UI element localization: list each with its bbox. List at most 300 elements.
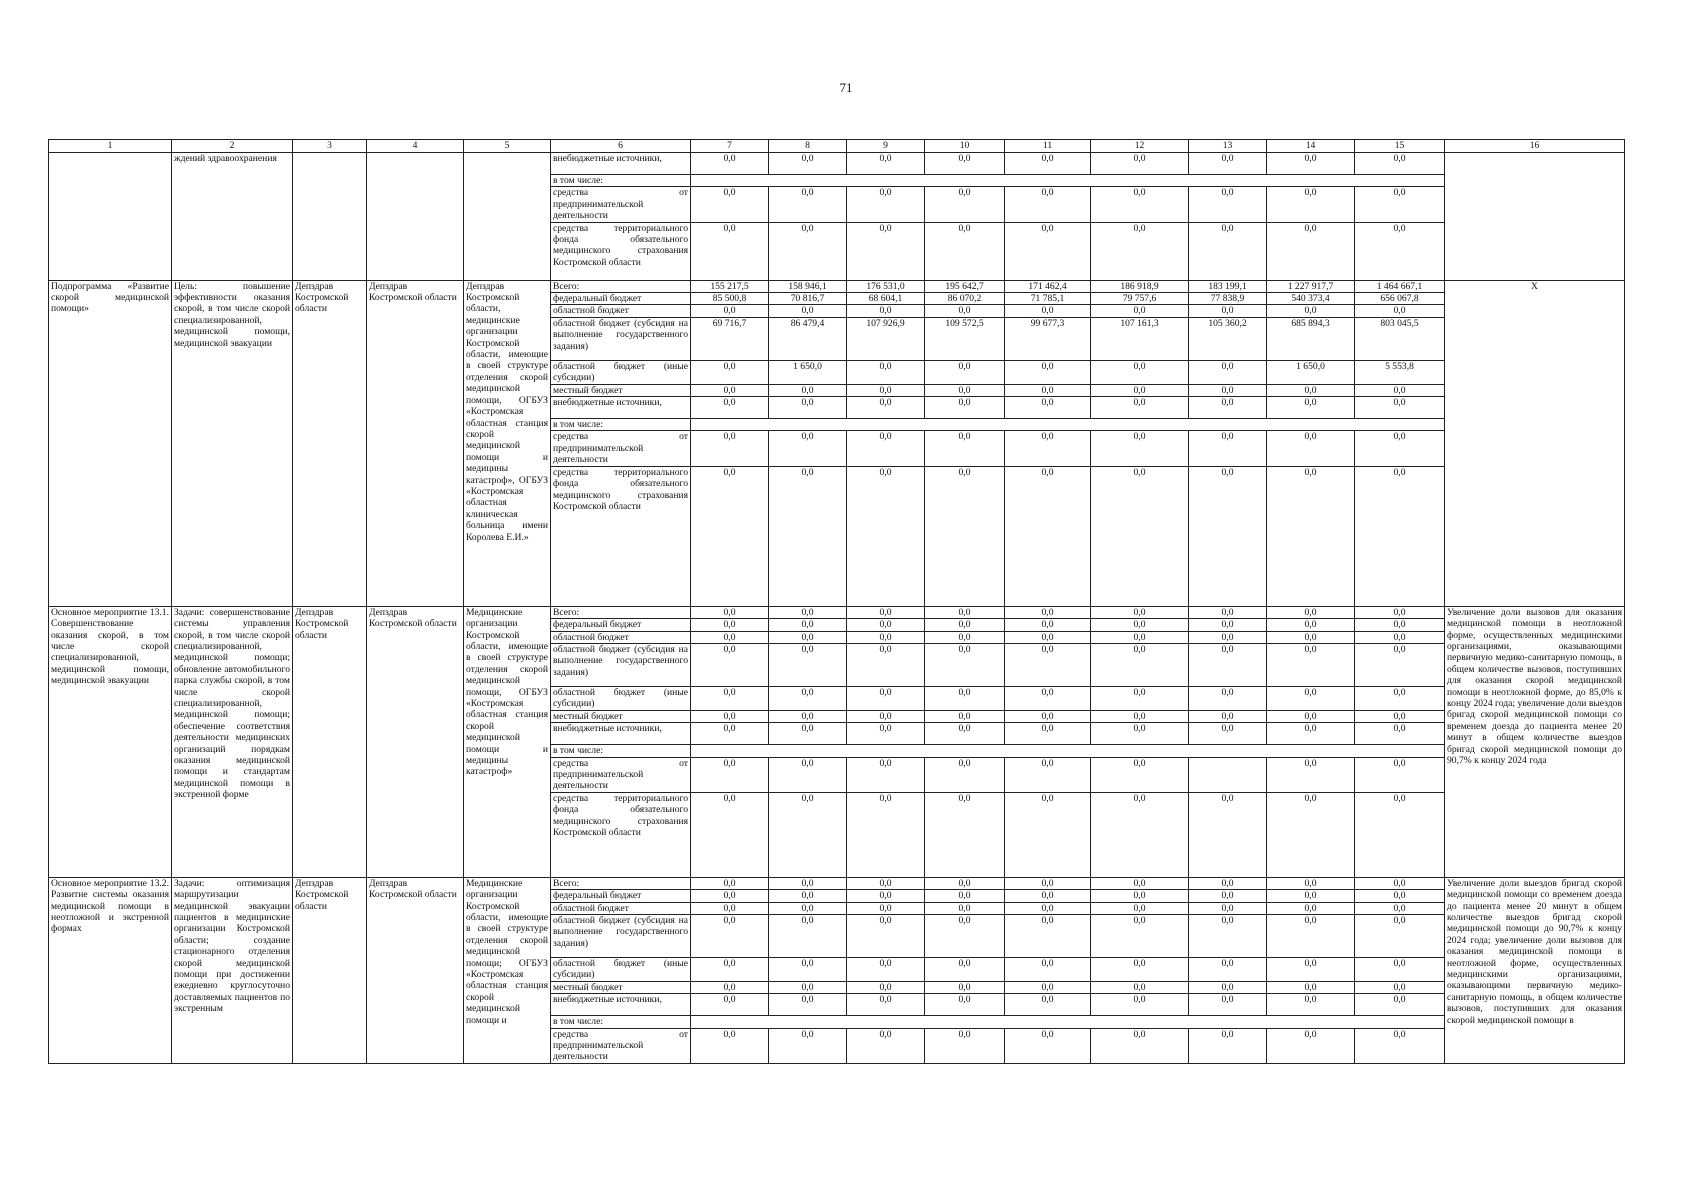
- amount-cell: 0,0: [1355, 877, 1445, 889]
- amount-cell: 0,0: [1267, 222, 1355, 280]
- amount-cell: 0,0: [1189, 877, 1267, 889]
- amount-cell: 0,0: [925, 222, 1005, 280]
- amount-cell: 1 227 917,7: [1267, 280, 1355, 292]
- amount-cell: 0,0: [691, 305, 769, 317]
- amount-cell: 0,0: [1267, 994, 1355, 1016]
- table-row: [49, 877, 1625, 889]
- empty-amount-cell: [691, 419, 1445, 431]
- amount-cell: 0,0: [1091, 360, 1189, 384]
- empty-amount-cell: [691, 1016, 1445, 1028]
- goal-tasks-cell: Задачи: оптимизация маршрутизации медицинской эвакуации пациентов в медицинские организации Костромской области; создание стационарного отделения скорой медицинской помощи при достижении ежедневно круглосуточно доставляемых пациентов по экстренным: [172, 877, 293, 1063]
- amount-cell: 0,0: [1267, 466, 1355, 606]
- amount-cell: 0,0: [847, 153, 925, 175]
- amount-cell: 0,0: [1267, 957, 1355, 981]
- column-header-11: 11: [1005, 140, 1091, 153]
- amount-cell: 0,0: [1355, 631, 1445, 643]
- funding-source-cell: областной бюджет (субсидия на выполнение государственного задания): [551, 643, 691, 686]
- amount-cell: 68 604,1: [847, 293, 925, 305]
- goal-tasks-cell: Цель: повышение эффективности оказания скорой, в том числе скорой специализированной, медицинской помощи, медицинской эвакуации: [172, 280, 293, 606]
- amount-cell: 86 070,2: [925, 293, 1005, 305]
- amount-cell: 0,0: [847, 914, 925, 957]
- amount-cell: 0,0: [1189, 792, 1267, 877]
- funding-source-cell: Всего:: [551, 280, 691, 292]
- funding-source-cell: в том числе:: [551, 175, 691, 187]
- empty-amount-cell: [691, 745, 1445, 757]
- amount-cell: 0,0: [847, 1028, 925, 1063]
- column-header-6: 6: [551, 140, 691, 153]
- amount-cell: 0,0: [1355, 957, 1445, 981]
- amount-cell: 0,0: [1267, 631, 1355, 643]
- amount-cell: 0,0: [847, 981, 925, 993]
- amount-cell: 0,0: [1091, 1028, 1189, 1063]
- amount-cell: 0,0: [1091, 902, 1189, 914]
- amount-cell: 0,0: [1189, 643, 1267, 686]
- amount-cell: 0,0: [769, 792, 847, 877]
- amount-cell: 0,0: [1355, 222, 1445, 280]
- amount-cell: 158 946,1: [769, 280, 847, 292]
- funding-source-cell: федеральный бюджет: [551, 890, 691, 902]
- amount-cell: 0,0: [847, 360, 925, 384]
- amount-cell: 0,0: [1005, 877, 1091, 889]
- amount-cell: 0,0: [847, 994, 925, 1016]
- amount-cell: 0,0: [691, 981, 769, 993]
- amount-cell: 0,0: [1091, 153, 1189, 175]
- amount-cell: 0,0: [691, 466, 769, 606]
- funding-source-cell: в том числе:: [551, 419, 691, 431]
- amount-cell: 0,0: [1091, 723, 1189, 745]
- amount-cell: 0,0: [1189, 153, 1267, 175]
- amount-cell: 0,0: [1091, 981, 1189, 993]
- amount-cell: 69 716,7: [691, 317, 769, 360]
- amount-cell: 0,0: [691, 606, 769, 618]
- amount-cell: 0,0: [769, 187, 847, 222]
- funding-source-cell: местный бюджет: [551, 384, 691, 396]
- amount-cell: 0,0: [1005, 686, 1091, 710]
- amount-cell: 0,0: [925, 466, 1005, 606]
- amount-cell: 0,0: [1355, 397, 1445, 419]
- amount-cell: 0,0: [691, 222, 769, 280]
- amount-cell: 0,0: [1189, 619, 1267, 631]
- funding-source-cell: местный бюджет: [551, 710, 691, 722]
- amount-cell: 0,0: [769, 902, 847, 914]
- amount-cell: 0,0: [1005, 981, 1091, 993]
- amount-cell: 0,0: [1005, 619, 1091, 631]
- amount-cell: 79 757,6: [1091, 293, 1189, 305]
- funding-source-cell: федеральный бюджет: [551, 619, 691, 631]
- amount-cell: 0,0: [691, 757, 769, 792]
- amount-cell: 0,0: [769, 723, 847, 745]
- amount-cell: 0,0: [847, 187, 925, 222]
- funding-source-cell: внебюджетные источники,: [551, 994, 691, 1016]
- column-header-1: 1: [49, 140, 172, 153]
- amount-cell: 0,0: [691, 619, 769, 631]
- funding-source-cell: областной бюджет: [551, 631, 691, 643]
- funding-source-cell: средства территориального фонда обязательного медицинского страхования Костромской области: [551, 222, 691, 280]
- amount-cell: 0,0: [1005, 1028, 1091, 1063]
- amount-cell: 0,0: [691, 631, 769, 643]
- amount-cell: 86 479,4: [769, 317, 847, 360]
- amount-cell: 0,0: [1267, 710, 1355, 722]
- funding-source-cell: в том числе:: [551, 1016, 691, 1028]
- amount-cell: 0,0: [1091, 631, 1189, 643]
- amount-cell: 0,0: [691, 1028, 769, 1063]
- amount-cell: 107 161,3: [1091, 317, 1189, 360]
- participants-cell: Медицинские организации Костромской области, имеющие в своей структуре отделения скорой медицинской помощи; ОГБУЗ «Костромская областная станция скорой медицинской помощи и: [464, 877, 551, 1063]
- amount-cell: 0,0: [1005, 187, 1091, 222]
- expected-result-cell: Увеличение доли выездов бригад скорой медицинской помощи со временем доезда до пациента менее 20 минут в общем количестве выездов бригад скорой медицинской помощи до 90,7% к концу 2024 года; увеличение доли вызовов для оказания медицинской помощи в неотложной форме, осуществленных медицинскими организациями, оказывающими первичную медико-санитарную помощь, в общем количестве вызовов, поступивших для оказания скорой медицинской помощи в: [1445, 877, 1625, 1063]
- amount-cell: 0,0: [847, 643, 925, 686]
- amount-cell: 0,0: [1355, 305, 1445, 317]
- amount-cell: 0,0: [925, 877, 1005, 889]
- amount-cell: 1 464 667,1: [1355, 280, 1445, 292]
- amount-cell: 0,0: [1005, 153, 1091, 175]
- column-header-16: 16: [1445, 140, 1625, 153]
- amount-cell: 0,0: [925, 187, 1005, 222]
- amount-cell: 0,0: [1189, 431, 1267, 466]
- amount-cell: 0,0: [925, 619, 1005, 631]
- amount-cell: 109 572,5: [925, 317, 1005, 360]
- amount-cell: 0,0: [1005, 994, 1091, 1016]
- amount-cell: 0,0: [691, 994, 769, 1016]
- program-name-cell: Основное мероприятие 13.2. Развитие системы оказания медицинской помощи в неотложной и экстренной формах: [49, 877, 172, 1063]
- column-header-13: 13: [1189, 140, 1267, 153]
- amount-cell: 0,0: [925, 792, 1005, 877]
- funding-source-cell: средства территориального фонда обязательного медицинского страхования Костромской области: [551, 792, 691, 877]
- funding-source-cell: местный бюджет: [551, 981, 691, 993]
- amount-cell: 0,0: [1189, 397, 1267, 419]
- amount-cell: 0,0: [1091, 619, 1189, 631]
- amount-cell: 0,0: [1355, 187, 1445, 222]
- amount-cell: 0,0: [1189, 710, 1267, 722]
- amount-cell: 0,0: [769, 619, 847, 631]
- funding-source-cell: средства от предпринимательской деятельности: [551, 187, 691, 222]
- amount-cell: 0,0: [1355, 619, 1445, 631]
- amount-cell: 0,0: [1267, 890, 1355, 902]
- amount-cell: 0,0: [1267, 153, 1355, 175]
- amount-cell: 0,0: [847, 890, 925, 902]
- amount-cell: 0,0: [1189, 981, 1267, 993]
- amount-cell: 0,0: [1091, 643, 1189, 686]
- amount-cell: 105 360,2: [1189, 317, 1267, 360]
- amount-cell: 0,0: [925, 1028, 1005, 1063]
- amount-cell: 0,0: [769, 631, 847, 643]
- amount-cell: 0,0: [1267, 384, 1355, 396]
- amount-cell: 155 217,5: [691, 280, 769, 292]
- amount-cell: 0,0: [1267, 723, 1355, 745]
- amount-cell: 0,0: [1005, 606, 1091, 618]
- amount-cell: 0,0: [1005, 384, 1091, 396]
- table-row: [49, 606, 1625, 618]
- amount-cell: 0,0: [1267, 305, 1355, 317]
- amount-cell: 0,0: [1005, 757, 1091, 792]
- column-header-10: 10: [925, 140, 1005, 153]
- amount-cell: 0,0: [1091, 222, 1189, 280]
- amount-cell: 0,0: [1355, 723, 1445, 745]
- amount-cell: 0,0: [1005, 957, 1091, 981]
- amount-cell: 0,0: [1267, 757, 1355, 792]
- amount-cell: 0,0: [847, 305, 925, 317]
- funding-source-cell: Всего:: [551, 606, 691, 618]
- amount-cell: 0,0: [847, 792, 925, 877]
- amount-cell: 0,0: [1005, 890, 1091, 902]
- amount-cell: 0,0: [1355, 643, 1445, 686]
- amount-cell: 171 462,4: [1005, 280, 1091, 292]
- participants-cell: Депздрав Костромской области, медицинские организации Костромской области, имеющие в своей структуре отделения скорой медицинской помощи, ОГБУЗ «Костромская областная станция скорой медицинской помощи и медицины катастроф», ОГБУЗ «Костромская областная клиническая больница имени Королева Е.И.»: [464, 280, 551, 606]
- amount-cell: 0,0: [925, 957, 1005, 981]
- amount-cell: 0,0: [925, 981, 1005, 993]
- amount-cell: 0,0: [691, 710, 769, 722]
- amount-cell: 0,0: [691, 877, 769, 889]
- amount-cell: 0,0: [847, 606, 925, 618]
- amount-cell: 0,0: [925, 994, 1005, 1016]
- amount-cell: 540 373,4: [1267, 293, 1355, 305]
- amount-cell: 0,0: [1267, 877, 1355, 889]
- amount-cell: 0,0: [691, 914, 769, 957]
- amount-cell: 176 531,0: [847, 280, 925, 292]
- amount-cell: 0,0: [1091, 384, 1189, 396]
- amount-cell: 70 816,7: [769, 293, 847, 305]
- amount-cell: 0,0: [1355, 914, 1445, 957]
- goal-tasks-cell: ждений здравоохранения: [172, 153, 293, 281]
- expected-result-cell: Х: [1445, 280, 1625, 606]
- amount-cell: 0,0: [847, 619, 925, 631]
- amount-cell: 0,0: [1189, 890, 1267, 902]
- amount-cell: 0,0: [1267, 643, 1355, 686]
- budget-table-body: [49, 140, 1625, 1064]
- table-row: [49, 280, 1625, 292]
- amount-cell: 0,0: [769, 643, 847, 686]
- amount-cell: 0,0: [691, 360, 769, 384]
- column-header-15: 15: [1355, 140, 1445, 153]
- table-row: [49, 153, 1625, 175]
- funding-source-cell: средства от предпринимательской деятельности: [551, 757, 691, 792]
- amount-cell: 0,0: [847, 686, 925, 710]
- amount-cell: 0,0: [769, 431, 847, 466]
- amount-cell: 0,0: [1267, 187, 1355, 222]
- amount-cell: 0,0: [769, 710, 847, 722]
- column-header-14: 14: [1267, 140, 1355, 153]
- amount-cell: 0,0: [1267, 397, 1355, 419]
- amount-cell: 183 199,1: [1189, 280, 1267, 292]
- budget-table-container: [48, 139, 1625, 1064]
- amount-cell: 1 650,0: [1267, 360, 1355, 384]
- executor-cell: Депздрав Костромской области: [367, 877, 464, 1063]
- amount-cell: 0,0: [691, 902, 769, 914]
- funding-source-cell: областной бюджет (иные субсидии): [551, 360, 691, 384]
- amount-cell: 0,0: [847, 431, 925, 466]
- amount-cell: 0,0: [1005, 431, 1091, 466]
- executor-cell: Депздрав Костромской области: [367, 606, 464, 877]
- amount-cell: 77 838,9: [1189, 293, 1267, 305]
- amount-cell: 0,0: [847, 384, 925, 396]
- amount-cell: 0,0: [847, 877, 925, 889]
- amount-cell: 0,0: [1355, 757, 1445, 792]
- amount-cell: [1189, 757, 1267, 792]
- funding-source-cell: областной бюджет: [551, 305, 691, 317]
- amount-cell: 0,0: [1091, 957, 1189, 981]
- coordinator-cell: [293, 153, 367, 281]
- amount-cell: 0,0: [1355, 981, 1445, 993]
- amount-cell: 0,0: [1005, 914, 1091, 957]
- amount-cell: 0,0: [1005, 723, 1091, 745]
- amount-cell: 0,0: [1355, 153, 1445, 175]
- amount-cell: 0,0: [769, 757, 847, 792]
- amount-cell: 0,0: [691, 723, 769, 745]
- amount-cell: 0,0: [1189, 994, 1267, 1016]
- column-header-5: 5: [464, 140, 551, 153]
- participants-cell: [464, 153, 551, 281]
- amount-cell: 0,0: [925, 914, 1005, 957]
- funding-source-cell: областной бюджет (субсидия на выполнение государственного задания): [551, 317, 691, 360]
- amount-cell: 0,0: [691, 792, 769, 877]
- amount-cell: 0,0: [691, 890, 769, 902]
- amount-cell: 0,0: [925, 305, 1005, 317]
- amount-cell: 0,0: [1005, 222, 1091, 280]
- amount-cell: 0,0: [691, 397, 769, 419]
- amount-cell: 0,0: [847, 466, 925, 606]
- amount-cell: 0,0: [1355, 466, 1445, 606]
- amount-cell: 0,0: [925, 686, 1005, 710]
- amount-cell: 1 650,0: [769, 360, 847, 384]
- amount-cell: 0,0: [1189, 914, 1267, 957]
- amount-cell: 0,0: [1091, 431, 1189, 466]
- amount-cell: 0,0: [1355, 890, 1445, 902]
- amount-cell: 85 500,8: [691, 293, 769, 305]
- amount-cell: 0,0: [1005, 360, 1091, 384]
- amount-cell: 0,0: [925, 397, 1005, 419]
- amount-cell: 0,0: [847, 222, 925, 280]
- amount-cell: 0,0: [769, 981, 847, 993]
- column-header-7: 7: [691, 140, 769, 153]
- column-header-9: 9: [847, 140, 925, 153]
- amount-cell: 0,0: [1267, 1028, 1355, 1063]
- amount-cell: 0,0: [769, 957, 847, 981]
- funding-source-cell: внебюджетные источники,: [551, 723, 691, 745]
- amount-cell: 0,0: [769, 914, 847, 957]
- amount-cell: 0,0: [691, 384, 769, 396]
- amount-cell: 0,0: [1091, 305, 1189, 317]
- amount-cell: 0,0: [1355, 384, 1445, 396]
- amount-cell: 0,0: [691, 643, 769, 686]
- amount-cell: 99 677,3: [1005, 317, 1091, 360]
- amount-cell: 0,0: [769, 1028, 847, 1063]
- amount-cell: 0,0: [1005, 643, 1091, 686]
- amount-cell: 0,0: [925, 710, 1005, 722]
- amount-cell: 0,0: [925, 153, 1005, 175]
- amount-cell: 0,0: [1189, 631, 1267, 643]
- amount-cell: 0,0: [1189, 305, 1267, 317]
- amount-cell: 0,0: [1355, 994, 1445, 1016]
- amount-cell: 0,0: [925, 890, 1005, 902]
- funding-source-cell: областной бюджет (иные субсидии): [551, 957, 691, 981]
- amount-cell: 0,0: [1091, 686, 1189, 710]
- amount-cell: 0,0: [769, 877, 847, 889]
- amount-cell: 0,0: [1189, 723, 1267, 745]
- amount-cell: 0,0: [769, 397, 847, 419]
- amount-cell: 685 894,3: [1267, 317, 1355, 360]
- amount-cell: 5 553,8: [1355, 360, 1445, 384]
- amount-cell: 0,0: [1091, 994, 1189, 1016]
- amount-cell: 0,0: [1091, 466, 1189, 606]
- amount-cell: 0,0: [847, 397, 925, 419]
- amount-cell: 0,0: [1005, 710, 1091, 722]
- amount-cell: 0,0: [1091, 890, 1189, 902]
- amount-cell: 0,0: [691, 187, 769, 222]
- amount-cell: 0,0: [1267, 914, 1355, 957]
- budget-table: [48, 139, 1625, 1064]
- amount-cell: 0,0: [769, 466, 847, 606]
- amount-cell: 803 045,5: [1355, 317, 1445, 360]
- amount-cell: 0,0: [1005, 902, 1091, 914]
- amount-cell: 0,0: [925, 643, 1005, 686]
- amount-cell: 0,0: [1005, 792, 1091, 877]
- funding-source-cell: федеральный бюджет: [551, 293, 691, 305]
- amount-cell: 0,0: [847, 723, 925, 745]
- coordinator-cell: Депздрав Костромской области: [293, 280, 367, 606]
- amount-cell: 0,0: [925, 723, 1005, 745]
- amount-cell: 0,0: [1267, 431, 1355, 466]
- funding-source-cell: средства от предпринимательской деятельности: [551, 431, 691, 466]
- amount-cell: 0,0: [691, 431, 769, 466]
- funding-source-cell: областной бюджет: [551, 902, 691, 914]
- executor-cell: [367, 153, 464, 281]
- amount-cell: 0,0: [1267, 619, 1355, 631]
- amount-cell: 0,0: [691, 957, 769, 981]
- amount-cell: 0,0: [769, 606, 847, 618]
- amount-cell: 656 067,8: [1355, 293, 1445, 305]
- amount-cell: 0,0: [1355, 686, 1445, 710]
- amount-cell: 0,0: [925, 606, 1005, 618]
- amount-cell: 0,0: [1267, 606, 1355, 618]
- amount-cell: 0,0: [1267, 981, 1355, 993]
- funding-source-cell: внебюджетные источники,: [551, 397, 691, 419]
- amount-cell: 0,0: [1189, 957, 1267, 981]
- funding-source-cell: областной бюджет (иные субсидии): [551, 686, 691, 710]
- amount-cell: 0,0: [1091, 877, 1189, 889]
- amount-cell: 0,0: [769, 153, 847, 175]
- amount-cell: 0,0: [1091, 187, 1189, 222]
- amount-cell: 0,0: [925, 384, 1005, 396]
- amount-cell: 0,0: [1091, 792, 1189, 877]
- amount-cell: 0,0: [1355, 606, 1445, 618]
- amount-cell: 0,0: [691, 153, 769, 175]
- amount-cell: 0,0: [1091, 757, 1189, 792]
- program-name-cell: [49, 153, 172, 281]
- amount-cell: 0,0: [769, 305, 847, 317]
- amount-cell: 0,0: [925, 757, 1005, 792]
- funding-source-cell: внебюджетные источники,: [551, 153, 691, 175]
- amount-cell: 0,0: [1189, 902, 1267, 914]
- funding-source-cell: областной бюджет (субсидия на выполнение государственного задания): [551, 914, 691, 957]
- amount-cell: 0,0: [1005, 466, 1091, 606]
- goal-tasks-cell: Задачи: совершенствование системы управления скорой, в том числе скорой специализированной, медицинской помощи; обновление автомобильного парка службы скорой, в том числе скорой специализированной, медицинской помощи; обеспечение соответствия деятельности медицинских организаций порядкам оказания медицинской помощи и стандартам медицинской помощи в экстренной форме: [172, 606, 293, 877]
- executor-cell: Депздрав Костромской области: [367, 280, 464, 606]
- column-header-12: 12: [1091, 140, 1189, 153]
- funding-source-cell: Всего:: [551, 877, 691, 889]
- expected-result-cell: Увеличение доли вызовов для оказания медицинской помощи в неотложной форме, осуществленных медицинскими организациями, оказывающими первичную медико-санитарную помощь, в общем количестве вызовов, поступивших для оказания скорой медицинской помощи в неотложной форме, до 85,0% к концу 2024 года; увеличение доли выездов бригад скорой медицинской помощи со временем доезда до пациента менее 20 минут в общем количестве выездов бригад скорой медицинской помощи до 90,7% к концу 2024 года: [1445, 606, 1625, 877]
- program-name-cell: Основное мероприятие 13.1. Совершенствование оказания скорой, в том числе скорой специализированной, медицинской помощи, медицинской эвакуации: [49, 606, 172, 877]
- amount-cell: 0,0: [1005, 631, 1091, 643]
- amount-cell: 0,0: [1355, 792, 1445, 877]
- amount-cell: 0,0: [769, 686, 847, 710]
- amount-cell: 0,0: [1267, 792, 1355, 877]
- program-name-cell: Подпрограмма «Развитие скорой медицинской помощи»: [49, 280, 172, 606]
- amount-cell: 0,0: [1005, 397, 1091, 419]
- empty-amount-cell: [691, 175, 1445, 187]
- amount-cell: 0,0: [1267, 686, 1355, 710]
- column-header-8: 8: [769, 140, 847, 153]
- amount-cell: 0,0: [925, 631, 1005, 643]
